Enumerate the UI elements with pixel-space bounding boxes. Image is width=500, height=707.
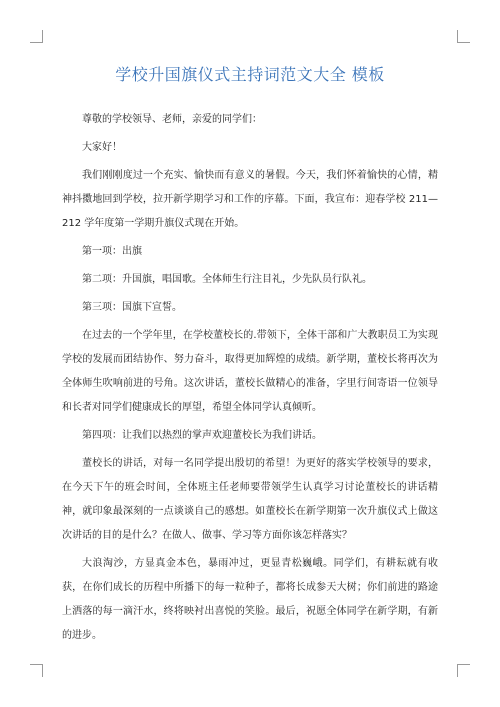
- paragraph-item-1: 第一项：出旗: [82, 246, 142, 257]
- document-title: 学校升国旗仪式主持词范文大全 模板: [115, 65, 385, 84]
- document-body: [62, 108, 438, 652]
- paragraph-closing: 大浪淘沙，方显真金本色，暴雨冲过，更显青松巍峨。同学们，有耕耘就有收获，在你们成长的历程中所播下的每一粒种子，都将长成参天大树；你们前进的路途上洒落的每一滴汗水，终将映衬出喜悦的笑脸。最后，祝愿全体同学在新学期，有新的进步。: [62, 558, 438, 641]
- crop-mark-top-left: [30, 30, 43, 43]
- paragraph-opening: 我们刚刚度过一个充实、愉快而有意义的暑假。今天，我们怀着愉快的心情，精神抖擞地回到学校，拉开新学期学习和工作的序幕。下面，我宣布：迎春学校 211—212 学年度第一学期升旗仪式现在开始。: [62, 170, 438, 229]
- crop-mark-top-right: [457, 30, 470, 43]
- crop-mark-bottom-right: [457, 664, 470, 677]
- paragraph-salutation: 尊敬的学校领导、老师，亲爱的同学们：: [82, 114, 262, 125]
- crop-mark-bottom-left: [30, 664, 43, 677]
- paragraph-item-2: 第二项：升国旗，唱国歌。全体师生行注目礼，少先队员行队礼。: [82, 274, 372, 285]
- paragraph-item-4: 第四项：让我们以热烈的掌声欢迎董校长为我们讲话。: [82, 430, 322, 441]
- paragraph-item-3: 第三项：国旗下宣誓。: [82, 302, 182, 313]
- paragraph-followup: 董校长的讲话，对每一名同学提出殷切的希望！为更好的落实学校领导的要求，在今天下午的班会时间，全体班主任老师要带领学生认真学习讨论董校长的讲话精神，就印象最深刻的一点谈谈自己的感想。如董校长在新学期第一次升旗仪式上做这次讲话的目的是什么？在做人、做事、学习等方面你该怎样落实？: [62, 458, 438, 541]
- paragraph-review: 在过去的一个学年里，在学校董校长的.带领下，全体干部和广大教职员工为实现学校的发展而团结协作、努力奋斗，取得更加辉煌的成绩。新学期，董校长将再次为全体师生吹响前进的号角。这次讲话，董校长做精心的准备，字里行间寄语一位领导和长者对同学们健康成长的厚望，希望全体同学认真倾听。: [62, 330, 438, 413]
- paragraph-greeting: 大家好！: [82, 142, 122, 153]
